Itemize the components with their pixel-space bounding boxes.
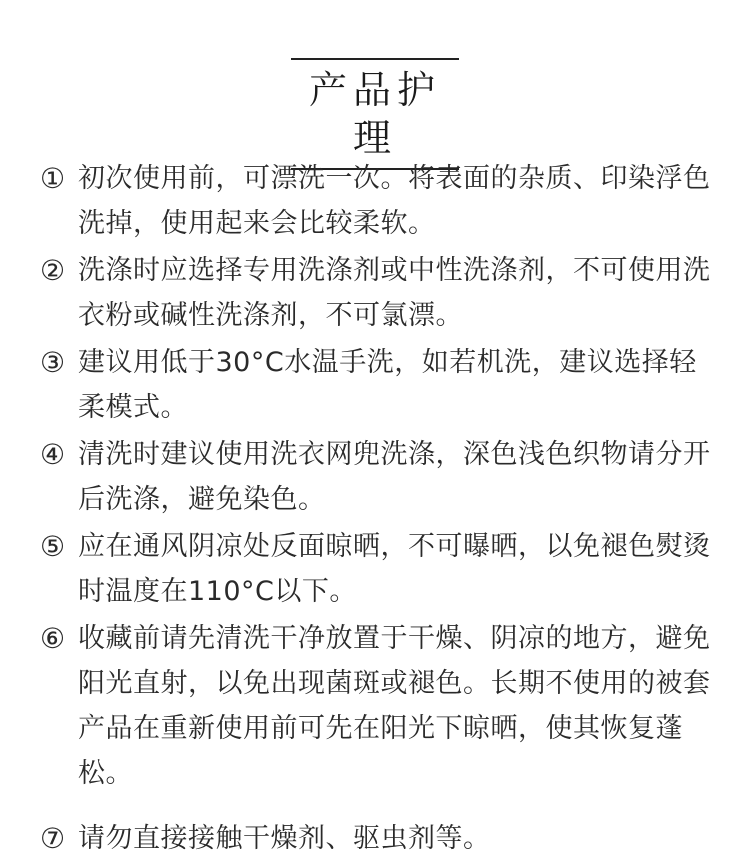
- title-container: [0, 58, 750, 170]
- care-item-3: [40, 340, 720, 430]
- item-text: 清洗时建议使用洗衣网兜洗涤，深色浅色织物请分开后洗涤，避免染色。: [78, 439, 711, 515]
- item-text: 应在通风阴凉处反面晾晒，不可曝晒，以免褪色熨烫时温度在110°C以下。: [78, 531, 711, 607]
- item-text: 请勿直接接触干燥剂、驱虫剂等。: [78, 823, 491, 854]
- page-title: 产品护理: [291, 58, 459, 170]
- item-number: ①: [40, 162, 66, 195]
- care-instructions-list: [40, 156, 720, 863]
- care-item-4: [40, 432, 720, 522]
- item-number: ⑤: [40, 530, 66, 563]
- item-text: 洗涤时应选择专用洗涤剂或中性洗涤剂，不可使用洗衣粉或碱性洗涤剂，不可氯漂。: [78, 255, 711, 331]
- care-item-1: [40, 156, 720, 246]
- care-item-7: [40, 816, 720, 861]
- item-text: 初次使用前，可漂洗一次。将表面的杂质、印染浮色洗掉，使用起来会比较柔软。: [78, 163, 711, 239]
- item-number: ③: [40, 346, 66, 379]
- care-item-2: [40, 248, 720, 338]
- item-number: ⑦: [40, 822, 66, 855]
- care-item-6: [40, 616, 720, 796]
- item-text: 收藏前请先清洗干净放置于干燥、阴凉的地方，避免阳光直射，以免出现菌斑或褪色。长期不使用的被套产品在重新使用前可先在阳光下晾晒，使其恢复蓬松。: [78, 623, 711, 789]
- item-number: ④: [40, 438, 66, 471]
- item-number: ②: [40, 254, 66, 287]
- item-text: 建议用低于30°C水温手洗，如若机洗，建议选择轻柔模式。: [78, 347, 697, 423]
- care-item-5: [40, 524, 720, 614]
- item-number: ⑥: [40, 622, 66, 655]
